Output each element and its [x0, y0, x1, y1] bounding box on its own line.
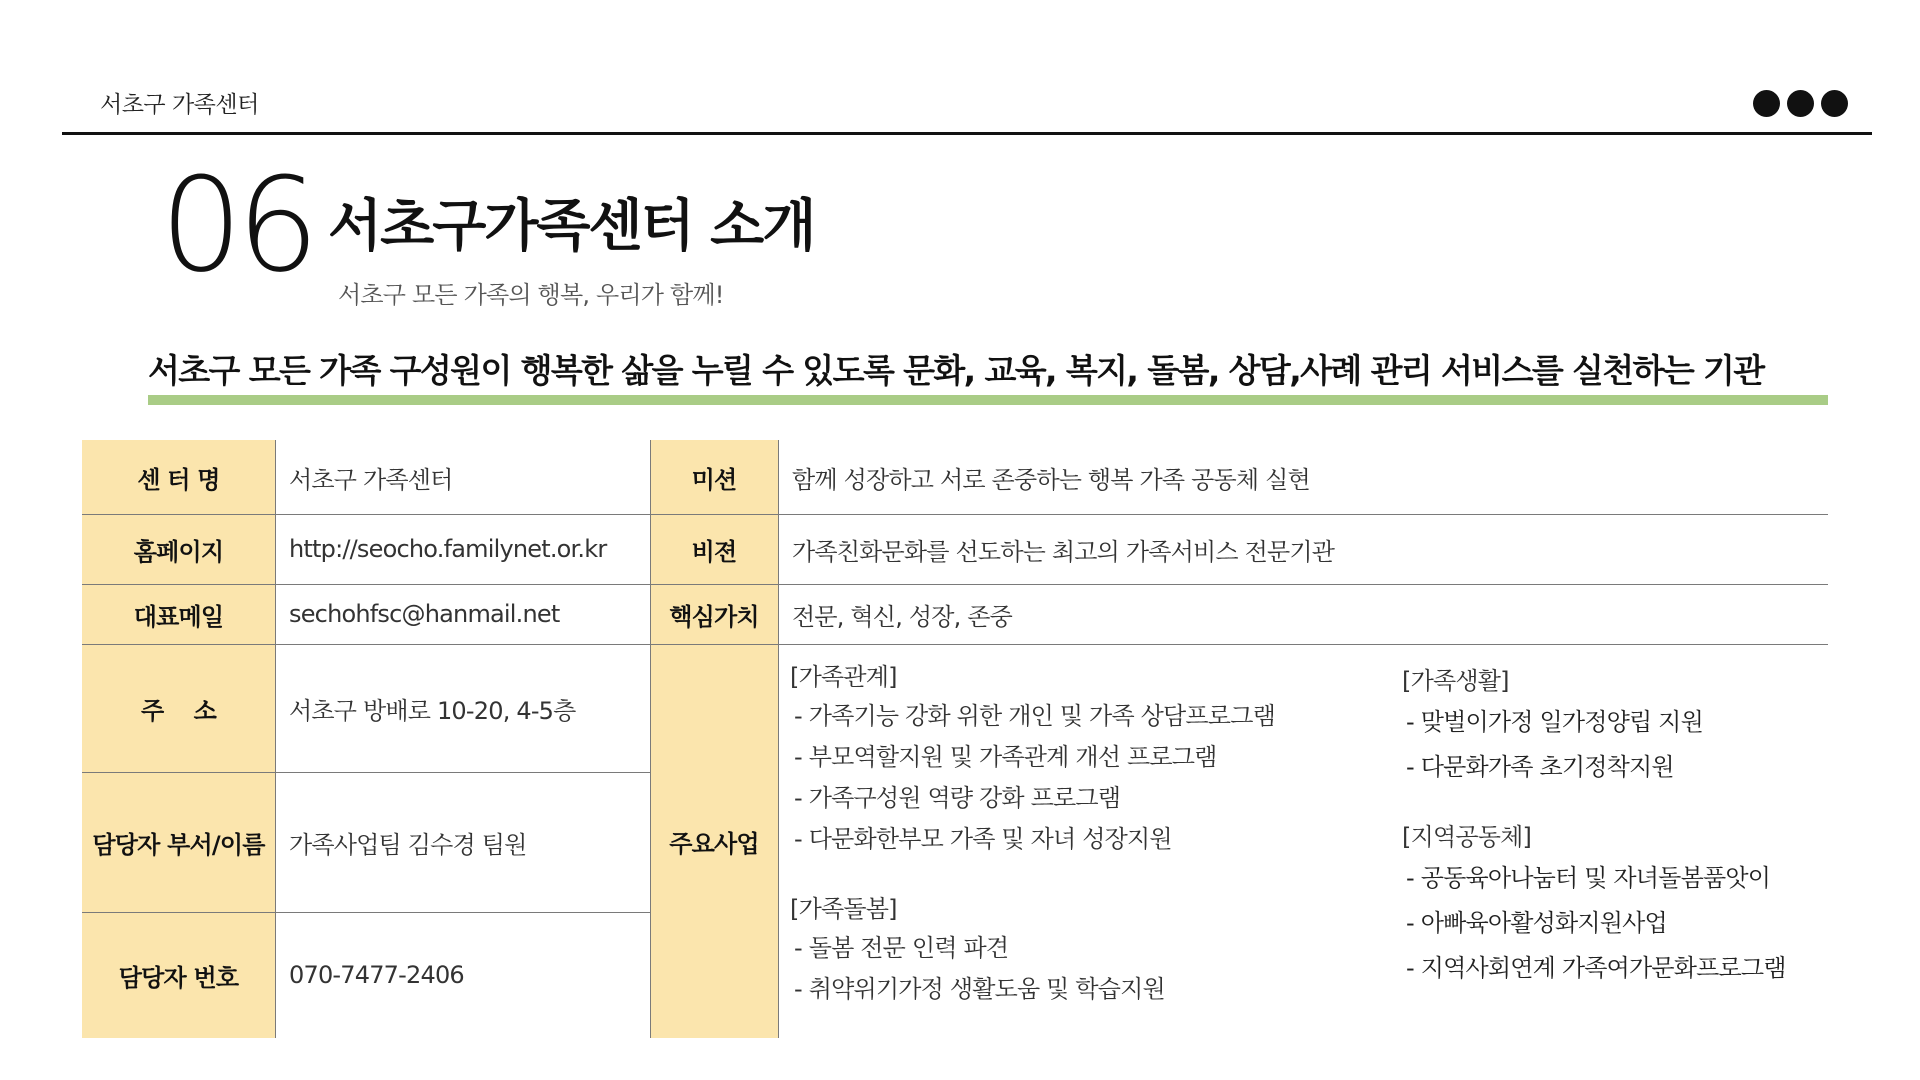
- business-group-title: [지역공동체]: [1402, 823, 1532, 851]
- business-item: - 다문화한부모 가족 및 자녀 성장지원: [794, 825, 1172, 853]
- label-contact-phone: 담당자 번호: [82, 912, 275, 1038]
- table-divider: [82, 772, 650, 773]
- info-table: [82, 440, 1828, 1038]
- homepage-link[interactable]: http://seocho.familynet.or.kr: [289, 535, 607, 563]
- contact-person-value: 가족사업팀 김수경 팀원: [289, 830, 527, 859]
- business-item: - 다문화가족 초기정착지원: [1406, 753, 1674, 781]
- business-item: - 공동육아나눔터 및 자녀돌봄품앗이: [1406, 864, 1771, 892]
- tagline: 서초구 모든 가족 구성원이 행복한 삶을 누릴 수 있도록 문화, 교육, 복지, 돌봄, 상담,사례 관리 서비스를 실천하는 기관: [148, 351, 1764, 390]
- business-group: [790, 658, 1390, 860]
- business-group-title: [가족관계]: [790, 663, 897, 691]
- business-item: - 아빠육아활성화지원사업: [1406, 909, 1667, 937]
- business-list-left: [790, 658, 1390, 1040]
- business-group: [1402, 662, 1822, 790]
- table-divider: [275, 440, 276, 1038]
- label-email: 대표메일: [82, 584, 275, 644]
- table-divider: [650, 440, 651, 1038]
- core-values-value: 전문, 혁신, 성장, 존중: [792, 602, 1013, 631]
- business-item: - 맞벌이가정 일가정양립 지원: [1406, 708, 1703, 736]
- business-item: - 취약위기가정 생활도움 및 학습지원: [794, 975, 1165, 1003]
- label-main-business: 주요사업: [650, 644, 778, 1038]
- business-item: - 가족기능 강화 위한 개인 및 가족 상담프로그램: [794, 702, 1275, 730]
- label-center-name: 센 터 명: [82, 440, 275, 514]
- business-item: - 부모역할지원 및 가족관계 개선 프로그램: [794, 743, 1217, 771]
- table-divider: [82, 912, 650, 913]
- business-item: - 지역사회연계 가족여가문화프로그램: [1406, 954, 1786, 982]
- business-list-right: [1402, 662, 1822, 1019]
- label-contact-person: 담당자 부서/이름: [82, 772, 275, 912]
- section-title: 서초구가족센터 소개: [328, 194, 815, 259]
- vision-value: 가족친화문화를 선도하는 최고의 가족서비스 전문기관: [792, 537, 1335, 566]
- business-group: [1402, 818, 1822, 991]
- dot-icon: [1821, 90, 1848, 117]
- label-vision: 비젼: [650, 514, 778, 584]
- header-label: 서초구 가족센터: [100, 92, 259, 118]
- label-homepage: 홈페이지: [82, 514, 275, 584]
- label-core-values: 핵심가치: [650, 584, 778, 644]
- business-item: - 가족구성원 역량 강화 프로그램: [794, 784, 1121, 812]
- center-name-value: 서초구 가족센터: [289, 465, 453, 494]
- label-mission: 미션: [650, 440, 778, 514]
- address-value: 서초구 방배로 10-20, 4-5층: [289, 696, 576, 725]
- business-group: [790, 890, 1390, 1010]
- tagline-underline: [148, 395, 1828, 405]
- email-link[interactable]: sechohfsc@hanmail.net: [289, 600, 560, 628]
- label-address: 주 소: [82, 644, 275, 772]
- mission-value: 함께 성장하고 서로 존중하는 행복 가족 공동체 실현: [792, 465, 1310, 494]
- section-number: 06: [160, 149, 314, 301]
- contact-phone-value: 070-7477-2406: [289, 961, 464, 989]
- business-group-title: [가족돌봄]: [790, 895, 897, 923]
- table-divider: [778, 440, 779, 1038]
- table-divider: [82, 584, 1828, 585]
- header-divider: [62, 132, 1872, 135]
- table-divider: [82, 644, 1828, 645]
- business-item: - 돌봄 전문 인력 파견: [794, 934, 1009, 962]
- table-divider: [82, 514, 1828, 515]
- dot-icon: [1753, 90, 1780, 117]
- dot-icon: [1787, 90, 1814, 117]
- dots-menu-icon: [1753, 90, 1848, 117]
- business-group-title: [가족생활]: [1402, 667, 1509, 695]
- section-subtitle: 서초구 모든 가족의 행복, 우리가 함께!: [338, 281, 724, 309]
